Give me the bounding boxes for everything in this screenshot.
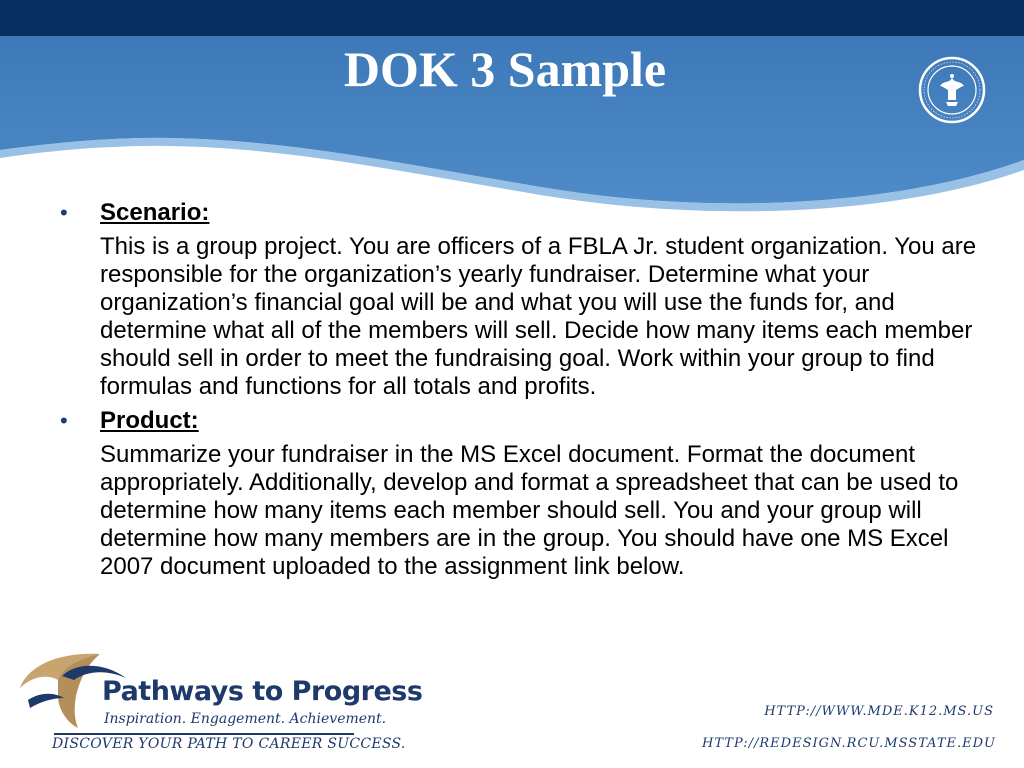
logo-divider (54, 733, 354, 735)
scenario-text: This is a group project. You are officers of a FBLA Jr. student organization. You are responsible for the organization’s yearly fundraiser. Determine what your organization’s financial goal will be and what you will use the funds for, and determine what all of the members will sell. Decide how many items each member should sell in order to meet the fundraising goal. Work within your group to find formulas and functions for all totals and profits. (100, 233, 977, 400)
scenario-heading: Scenario: (100, 199, 210, 226)
slide-content (60, 197, 980, 587)
product-text: Summarize your fundraiser in the MS Excel document. Format the document appropriately. Additionally, develop and format a spreadsheet that can be used to determine how many items each member should sell. You and your group will determine how many members are in the group. You should have one MS Excel 2007 document uploaded to the assignment link below. (100, 441, 959, 580)
bullet-item-product (60, 407, 980, 581)
header-wave-background (0, 0, 1024, 230)
product-heading: Product: (100, 407, 199, 434)
bullet-icon: • (60, 408, 68, 433)
bullet-icon: • (60, 200, 68, 225)
bullet-item-scenario (60, 199, 980, 401)
logo-slogan: DISCOVER YOUR PATH TO CAREER SUCCESS. (52, 736, 406, 752)
footer-url-rcu[interactable]: HTTP://REDESIGN.RCU.MSSTATE.EDU (702, 736, 996, 751)
slide-title: DOK 3 Sample (343, 41, 667, 97)
state-department-seal-icon (918, 56, 986, 124)
pathways-logo (18, 648, 423, 756)
footer-url-mde[interactable]: HTTP://WWW.MDE.K12.MS.US (764, 704, 994, 719)
logo-name: Pathways to Progress (102, 676, 423, 707)
logo-tagline: Inspiration. Engagement. Achievement. (104, 711, 387, 727)
